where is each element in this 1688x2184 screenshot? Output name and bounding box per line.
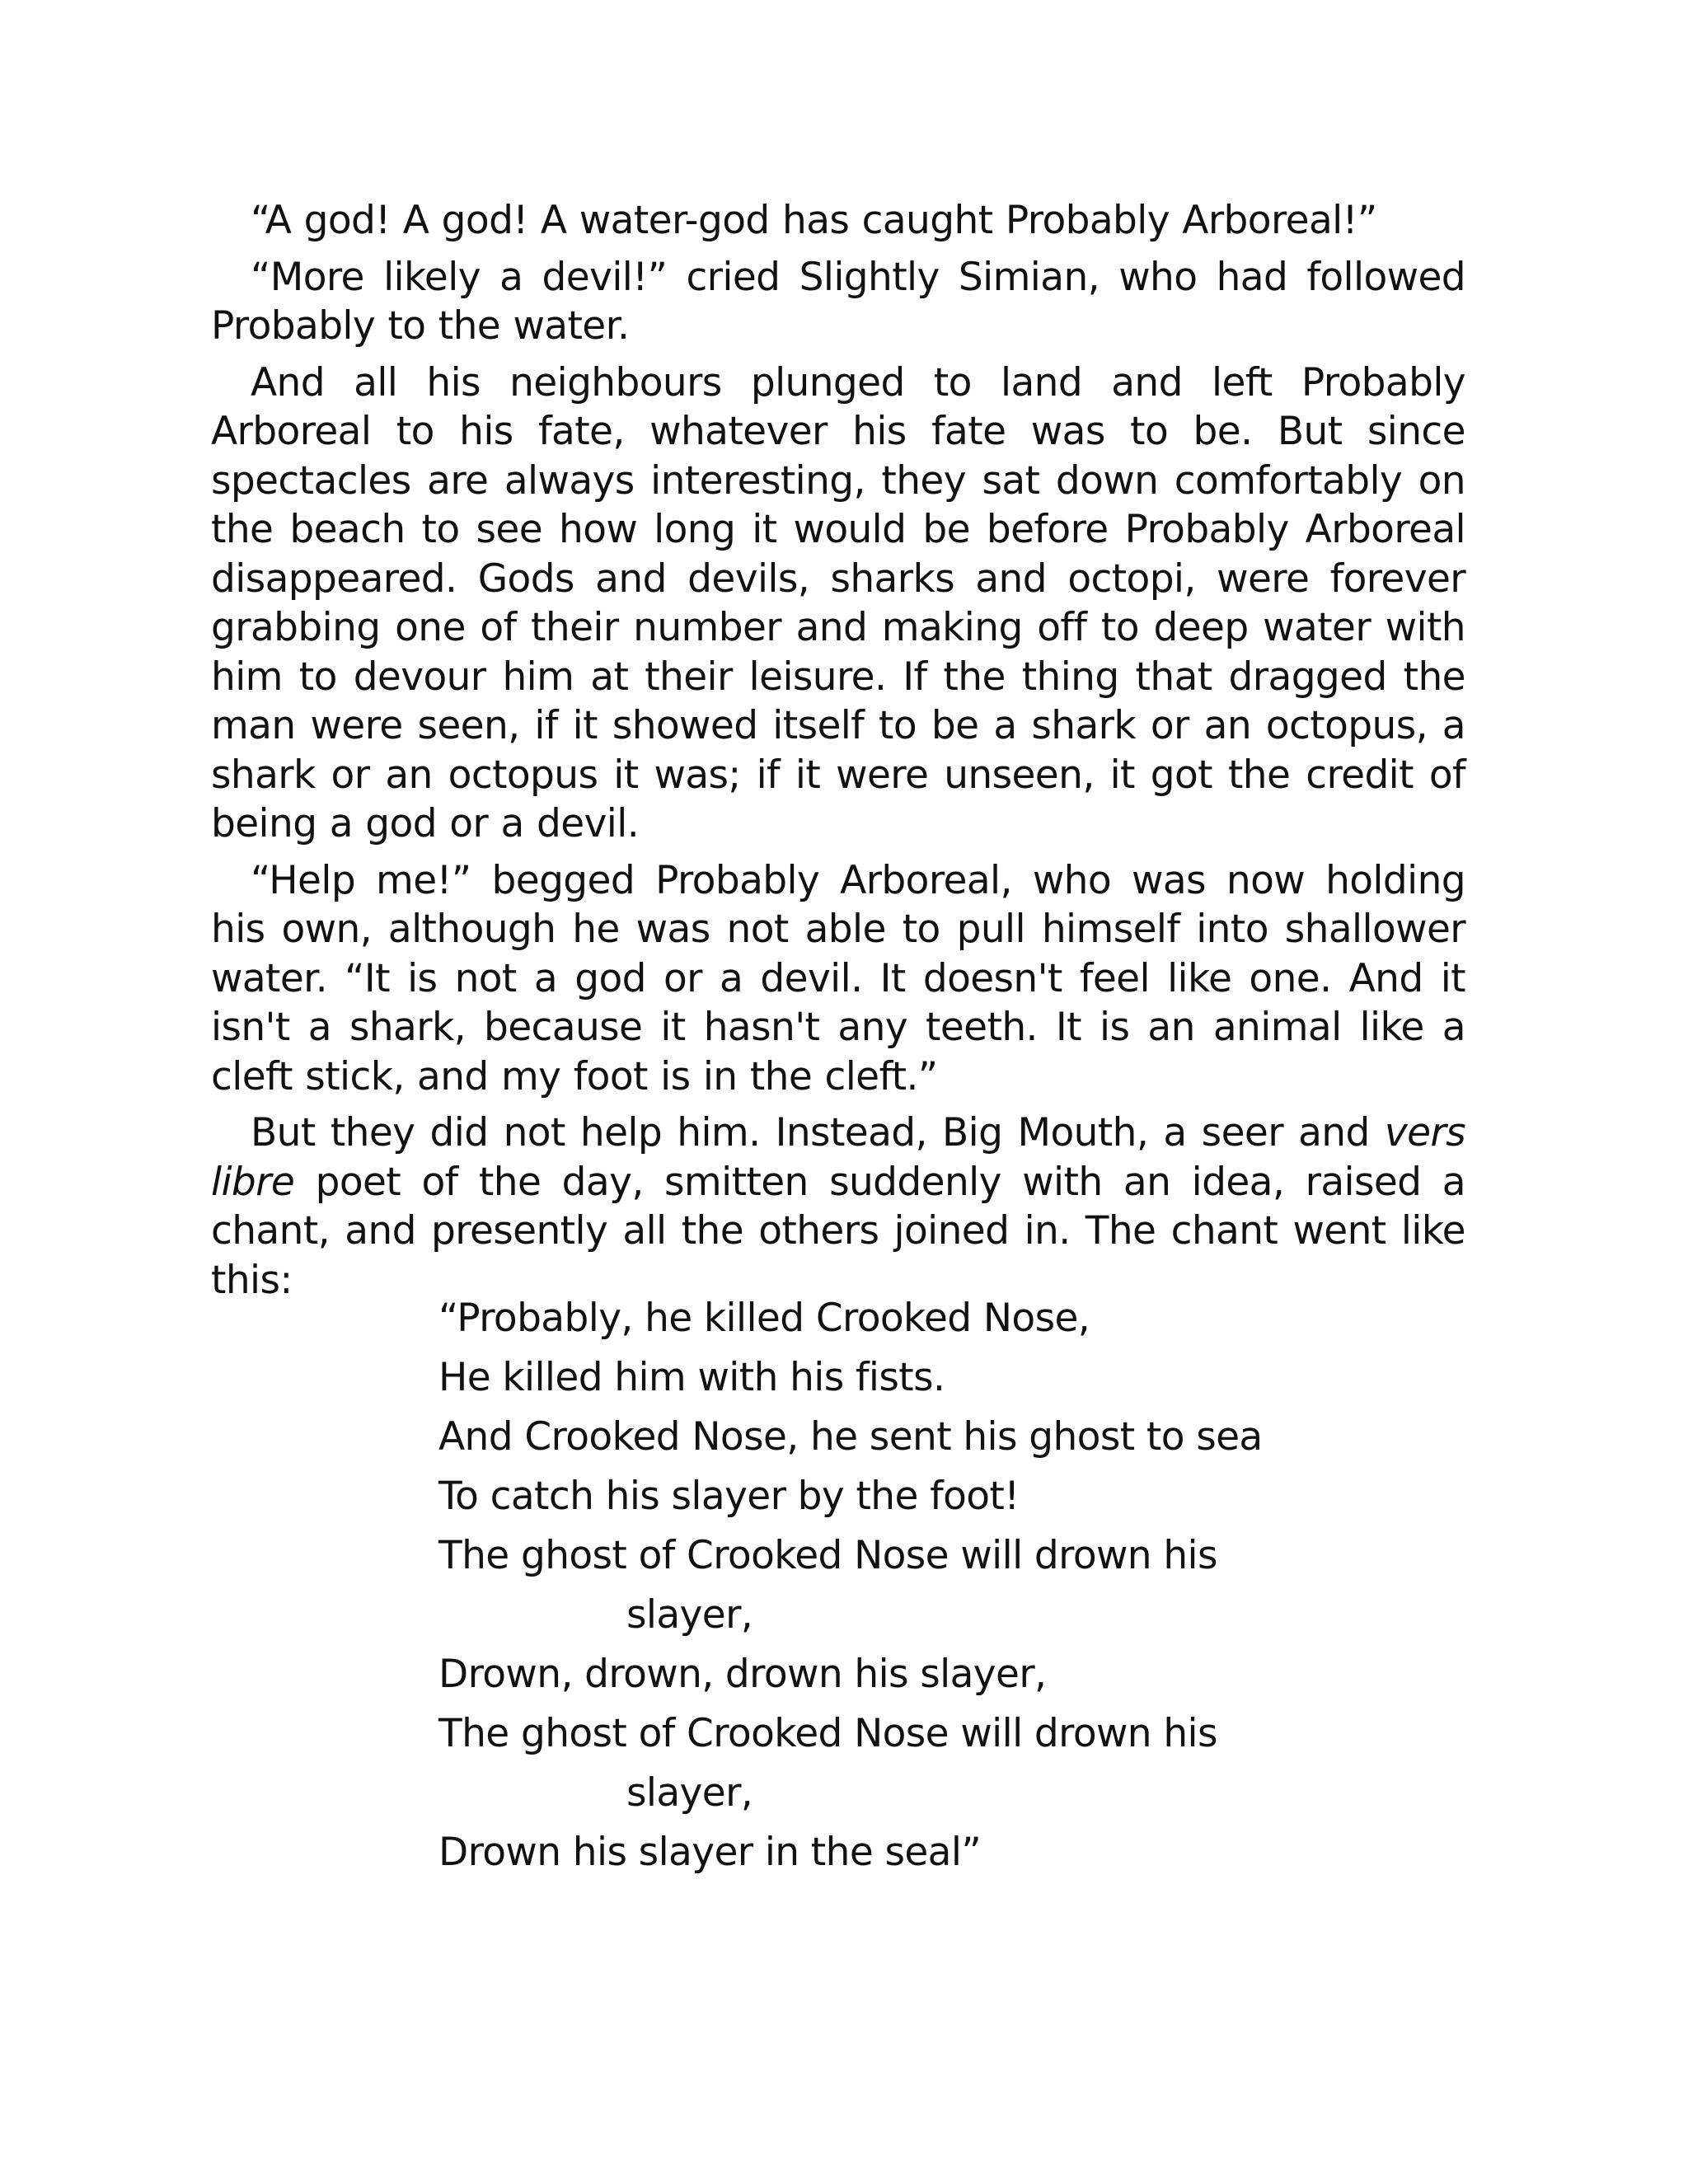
poem-line-continuation: slayer,: [626, 1770, 753, 1816]
poem-line: He killed him with his fists.: [438, 1355, 945, 1400]
poem-line: To catch his slayer by the foot!: [438, 1474, 1020, 1519]
paragraph-more-likely-devil: “More likely a devil!” cried Slightly Simian, who had followed Probably to the water.: [211, 254, 1465, 349]
poem-line: “Probably, he killed Crooked Nose,: [438, 1296, 1090, 1341]
poem-line: Drown, drown, drown his slayer,: [438, 1652, 1047, 1697]
poem-line: And Crooked Nose, he sent his ghost to sea: [438, 1414, 1263, 1460]
chant-poem: [438, 1289, 1592, 1882]
paragraph-text-after-italic: poet of the day, smitten suddenly with an idea, raised a chant, and presently all the others joined in. The chant went like this:: [211, 1159, 1465, 1303]
poem-line-continuation: slayer,: [626, 1592, 753, 1638]
paragraph-neighbours-plunged: And all his neighbours plunged to land and left Probably Arboreal to his fate, whatever his fate was to be. But since spectacles are always interesting, they sat down comfortably on the beach to see how long it would be before Probably Arboreal disappeared. Gods and devils, sharks and octopi, were forever grabbing one of their number and making off to deep water with him to devour him at their leisure. If the thing that dragged the man were seen, if it showed itself to be a shark or an octopus, a shark or an octopus it was; if it were unseen, it got the credit of being a god or a devil.: [211, 359, 1465, 846]
poem-line: The ghost of Crooked Nose will drown his: [438, 1533, 1217, 1578]
paragraph-water-god: “A god! A god! A water-god has caught Probably Arboreal!”: [251, 198, 1377, 243]
poem-line: The ghost of Crooked Nose will drown his: [438, 1711, 1217, 1756]
italic-phrase-vers-libre: vers libre: [211, 1110, 1465, 1205]
prose-body: [211, 196, 1465, 1312]
poem-line: Drown his slayer in the seal”: [438, 1830, 982, 1875]
paragraph-text-before-italic: But they did not help him. Instead, Big Mouth, a seer and: [251, 1110, 1385, 1155]
paragraph-help-me: “Help me!” begged Probably Arboreal, who was now holding his own, although he was not able to pull himself into shallower water. “It is not a god or a devil. It doesn't feel like one. And it isn't a shark, because it hasn't any teeth. It is an animal like a cleft stick, and my foot is in the cleft.”: [211, 857, 1465, 1099]
paragraph-big-mouth-chant: [211, 1108, 1465, 1305]
